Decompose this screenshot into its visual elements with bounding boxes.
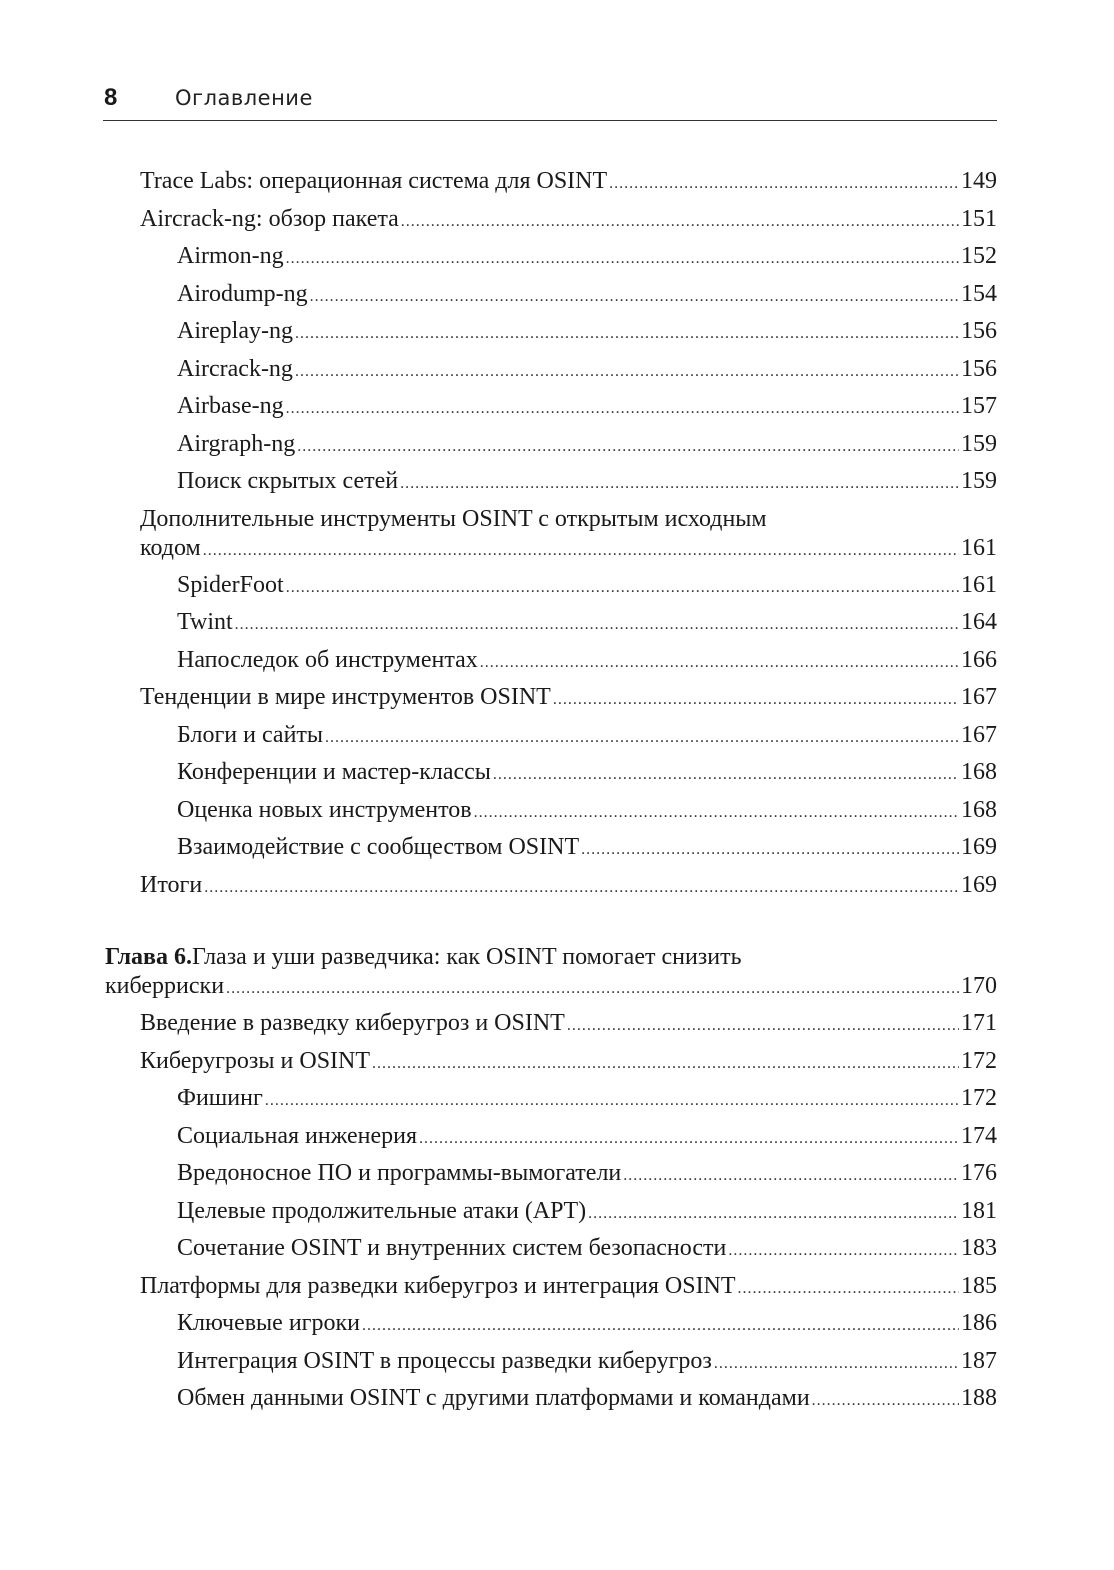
entry-page: 161 <box>961 534 997 561</box>
entry-line <box>177 1384 997 1415</box>
entry-page: 168 <box>961 796 997 823</box>
entry-page: 172 <box>961 1047 997 1074</box>
dot-leader <box>419 1124 959 1153</box>
dot-leader <box>226 974 959 1003</box>
entry-page: 188 <box>961 1385 997 1411</box>
entry-title: Взаимодействие с сообществом OSINT <box>177 834 580 860</box>
entry-page: 166 <box>961 646 997 673</box>
toc-entry <box>177 1197 997 1228</box>
entry-title: Обмен данными OSINT с другими платформами и командами <box>177 1385 810 1411</box>
entry-title: Итоги <box>140 871 203 898</box>
toc-entry <box>177 430 997 461</box>
entry-line <box>177 242 997 273</box>
toc-entry <box>177 317 997 348</box>
dot-leader <box>203 536 959 565</box>
entry-line <box>140 1047 997 1078</box>
dot-leader <box>401 207 959 236</box>
entry-page: 156 <box>961 355 997 382</box>
toc-entry <box>177 721 997 752</box>
entry-line <box>177 1084 997 1115</box>
toc-entry <box>177 467 997 498</box>
entry-page: 149 <box>961 168 997 194</box>
toc-entry <box>140 1047 997 1078</box>
entry-page: 152 <box>961 243 997 269</box>
dot-leader <box>474 798 959 827</box>
entry-title-cont: киберриски <box>105 973 225 999</box>
toc-entry <box>177 280 997 311</box>
dot-leader <box>286 394 959 423</box>
toc-entry <box>177 833 997 864</box>
entry-title: Введение в разведку киберугроз и OSINT <box>140 1010 565 1036</box>
entry-line <box>177 1159 997 1190</box>
toc-entry <box>177 608 997 639</box>
page-number: 8 <box>104 84 118 111</box>
entry-title: Напоследок об инструментах <box>177 646 478 673</box>
dot-leader <box>400 469 959 498</box>
entry-page: 169 <box>961 871 997 898</box>
entry-title: Интеграция OSINT в процессы разведки киберугроз <box>177 1347 712 1374</box>
entry-line <box>105 943 997 972</box>
entry-title: Trace Labs: операционная система для OSINT <box>140 168 608 194</box>
toc-entry <box>140 505 997 565</box>
toc-entry <box>177 646 997 677</box>
toc-entry <box>140 1009 997 1040</box>
entry-page: 174 <box>961 1122 997 1149</box>
entry-title-cont: кодом <box>140 534 201 561</box>
entry-page: 183 <box>961 1235 997 1261</box>
entry-page: 176 <box>961 1160 997 1186</box>
entry-line <box>140 505 997 534</box>
entry-line <box>177 1347 997 1378</box>
entry-title: Блоги и сайты <box>177 721 324 748</box>
dot-leader <box>588 1199 959 1228</box>
entry-title: SpiderFoot <box>177 571 284 598</box>
entry-title: Airodump-ng <box>177 280 308 307</box>
toc-entry <box>140 205 997 236</box>
dot-leader <box>623 1161 959 1190</box>
toc-entry <box>177 796 997 827</box>
dot-leader <box>553 685 959 714</box>
dot-leader <box>325 723 959 752</box>
toc-entry <box>140 167 997 198</box>
entry-page: 170 <box>961 973 997 999</box>
entry-page: 186 <box>961 1310 997 1336</box>
entry-line <box>140 1272 997 1303</box>
entry-page: 171 <box>961 1010 997 1036</box>
entry-page: 185 <box>961 1272 997 1299</box>
chapter-label: Глава 6. <box>105 944 192 970</box>
entry-page: 167 <box>961 684 997 710</box>
entry-title: Целевые продолжительные атаки (APT) <box>177 1197 587 1224</box>
dot-leader <box>714 1349 959 1378</box>
entry-page: 151 <box>961 205 997 232</box>
entry-line <box>177 646 997 677</box>
entry-page: 161 <box>961 571 997 598</box>
toc-entry <box>177 1384 997 1415</box>
entry-line <box>177 1197 997 1228</box>
entry-page: 181 <box>961 1197 997 1224</box>
entry-title: Twint <box>177 609 233 635</box>
entry-title: Киберугрозы и OSINT <box>140 1047 371 1074</box>
entry-page: 164 <box>961 609 997 635</box>
dot-leader <box>286 573 959 602</box>
toc-entry <box>177 1159 997 1190</box>
entry-title: Глаза и уши разведчика: как OSINT помогает снизить <box>192 944 742 970</box>
toc-entry <box>177 355 997 386</box>
entry-title: Aircrack-ng <box>177 355 293 382</box>
entry-title: Дополнительные инструменты OSINT с открытым исходным <box>140 505 767 532</box>
entry-line <box>177 317 997 348</box>
entry-line <box>177 1309 997 1340</box>
dot-leader <box>286 244 959 273</box>
toc-entry <box>177 1122 997 1153</box>
entry-line <box>140 534 997 565</box>
entry-page: 156 <box>961 318 997 344</box>
entry-title: Ключевые игроки <box>177 1310 361 1336</box>
dot-leader <box>567 1011 959 1040</box>
entry-page: 157 <box>961 393 997 419</box>
entry-line <box>140 871 997 902</box>
toc-chapter-entry <box>105 943 997 1003</box>
entry-line <box>177 758 997 789</box>
dot-leader <box>609 169 959 198</box>
entry-page: 169 <box>961 834 997 860</box>
dot-leader <box>372 1049 959 1078</box>
entry-page: 159 <box>961 430 997 457</box>
entry-line <box>177 833 997 864</box>
entry-line <box>177 571 997 602</box>
toc-entry <box>177 1084 997 1115</box>
dot-leader <box>493 760 959 789</box>
entry-page: 187 <box>961 1347 997 1374</box>
entry-title: Airgraph-ng <box>177 430 296 457</box>
toc-entry <box>177 1347 997 1378</box>
entry-title: Оценка новых инструментов <box>177 796 472 823</box>
entry-line <box>177 796 997 827</box>
dot-leader <box>235 610 959 639</box>
entry-line <box>177 355 997 386</box>
entry-line <box>140 167 997 198</box>
toc-entry <box>177 571 997 602</box>
header-divider <box>103 120 997 121</box>
entry-title: Конференции и мастер-классы <box>177 759 491 785</box>
entry-page: 154 <box>961 280 997 307</box>
dot-leader <box>581 835 959 864</box>
toc-entry <box>140 871 997 902</box>
entry-title: Airmon-ng <box>177 243 284 269</box>
entry-title: Airbase-ng <box>177 393 284 419</box>
entry-line <box>177 1234 997 1265</box>
dot-leader <box>265 1086 959 1115</box>
entry-page: 172 <box>961 1085 997 1111</box>
entry-line <box>140 683 997 714</box>
entry-line <box>177 1122 997 1153</box>
entry-line <box>177 608 997 639</box>
dot-leader <box>310 282 959 311</box>
dot-leader <box>728 1236 959 1265</box>
entry-line <box>177 721 997 752</box>
dot-leader <box>480 648 959 677</box>
entry-title: Сочетание OSINT и внутренних систем безопасности <box>177 1235 727 1261</box>
toc-entry <box>177 1234 997 1265</box>
toc-entry <box>140 1272 997 1303</box>
entry-title: Тенденции в мире инструментов OSINT <box>140 684 551 710</box>
toc-entry <box>177 758 997 789</box>
entry-page: 159 <box>961 468 997 494</box>
toc-entry <box>177 392 997 423</box>
dot-leader <box>362 1311 959 1340</box>
entry-page: 167 <box>961 721 997 748</box>
entry-title: Aireplay-ng <box>177 318 293 344</box>
dot-leader <box>738 1274 959 1303</box>
entry-line <box>177 467 997 498</box>
entry-title: Поиск скрытых сетей <box>177 468 399 494</box>
entry-line <box>140 205 997 236</box>
toc-entry <box>177 1309 997 1340</box>
dot-leader <box>295 319 959 348</box>
entry-line <box>177 280 997 311</box>
entry-line <box>140 1009 997 1040</box>
entry-page: 168 <box>961 759 997 785</box>
dot-leader <box>204 873 959 902</box>
entry-title: Платформы для разведки киберугроз и интеграция OSINT <box>140 1272 736 1299</box>
dot-leader <box>297 432 959 461</box>
entry-line <box>177 430 997 461</box>
dot-leader <box>295 357 959 386</box>
dot-leader <box>812 1386 959 1415</box>
running-title: Оглавление <box>175 86 313 110</box>
entry-title: Фишинг <box>177 1085 263 1111</box>
entry-title: Социальная инженерия <box>177 1122 417 1149</box>
entry-line <box>177 392 997 423</box>
toc-entry <box>140 683 997 714</box>
toc-entry <box>177 242 997 273</box>
entry-title: Вредоносное ПО и программы-вымогатели <box>177 1160 622 1186</box>
entry-title: Aircrack-ng: обзор пакета <box>140 205 399 232</box>
entry-line <box>105 972 997 1003</box>
